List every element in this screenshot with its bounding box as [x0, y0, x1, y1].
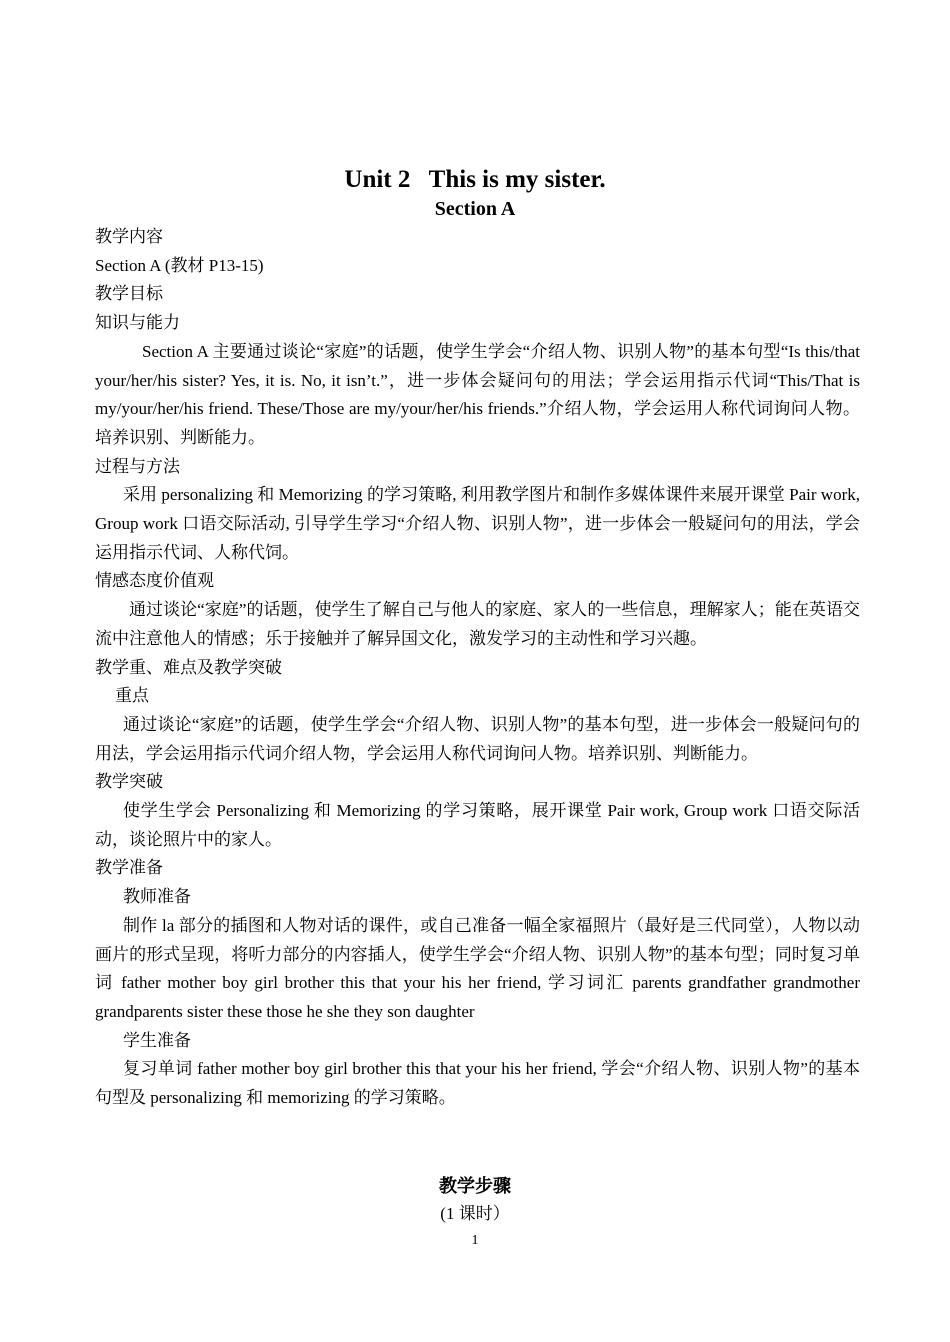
heading-student-prep: 学生准备 [123, 1030, 191, 1050]
heading-emotion: 情感态度价值观 [95, 571, 214, 591]
page-title: Unit 2 This is my sister. [344, 166, 606, 193]
student-prep-paragraph: 复习单词 father mother boy girl brother this that your his her friend, 学会“介绍人物、识别人物”的基本句型及 personalizing 和 memorizing 的学习策略。 [95, 1059, 860, 1108]
steps-lesson-count: (1 课时） [440, 1204, 510, 1223]
heading-content: 教学内容 [95, 227, 163, 246]
emotion-paragraph: 通过谈论“家庭”的话题，使学生了解自己与他人的家庭、家人的一些信息，理解家人；能在英语交流中注意他人的情感；乐于接触并了解异国文化，激发学习的主动性和学习兴趣。 [95, 600, 860, 648]
page-number: 1 [471, 1233, 479, 1248]
heading-breakthrough: 教学突破 [95, 772, 163, 792]
heading-objectives: 教学目标 [95, 284, 163, 304]
section-subtitle: Section A [434, 198, 516, 220]
heading-knowledge: 知识与能力 [95, 313, 180, 333]
heading-keypoints: 教学重、难点及教学突破 [95, 657, 282, 677]
document-body [95, 223, 860, 1113]
process-paragraph: 采用 personalizing 和 Memorizing 的学习策略, 利用教学图片和制作多媒体课件来展开课堂 Pair work, Group work 口语交际活动, 引导学生学习“介绍人物、识别人物”，进一步体会一般疑问句的用法，学会运用指示代词、人称代饲。 [95, 485, 860, 562]
heading-focus: 重点 [115, 686, 149, 706]
content-text: Section A (教材 P13-15) [95, 255, 264, 275]
teacher-prep-paragraph: 制作 la 部分的插图和人物对话的课件，或自己准备一幅全家福照片（最好是三代同堂），人物以动画片的形式呈现，将听力部分的内容插人，使学生学会“介绍人物、识别人物”的基本句型；同时复习单词 father mother boy girl brother this that your his her friend, 学习词汇 parents grandfather grandmother grandparents sister these those he she they son daughter [95, 915, 860, 1021]
heading-teacher-prep: 教师准备 [123, 887, 191, 907]
steps-heading: 教学步骤 [439, 1176, 511, 1196]
focus-paragraph: 通过谈论“家庭”的话题，使学生学会“介绍人物、识别人物”的基本句型，进一步体会一般疑问句的用法，学会运用指示代词介绍人物，学会运用人称代词询问人物。培养识别、判断能力。 [95, 714, 860, 763]
knowledge-paragraph: Section A 主要通过谈论“家庭”的话题，使学生学会“介绍人物、识别人物”的基本句型“Is this/that your/her/his sister? Yes, it is. No, it isn’t.”，进一步体会疑问句的用法；学会运用指示代词“This/That is my/your/her/his friend. These/Those are my/your/her/his friends.”介绍人物，学会运用人称代词询问人物。培养识别、判断能力。 [95, 341, 860, 447]
heading-preparation: 教学准备 [95, 858, 163, 878]
breakthrough-paragraph: 使学生学会 Personalizing 和 Memorizing 的学习策略，展开课堂 Pair work, Group work 口语交际活动，谈论照片中的家人。 [95, 801, 860, 849]
heading-process: 过程与方法 [95, 456, 180, 476]
